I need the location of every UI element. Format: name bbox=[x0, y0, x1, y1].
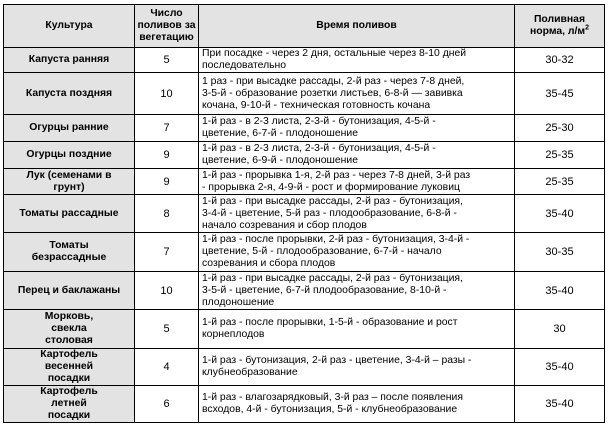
watering-norm: 25-35 bbox=[515, 169, 605, 195]
table-row bbox=[4, 169, 605, 195]
watering-norm: 35-40 bbox=[515, 349, 605, 386]
table-row bbox=[4, 272, 605, 310]
watering-count: 10 bbox=[135, 272, 199, 310]
watering-schedule: 1-й раз - после прорывки, 1-5-й - образование и рост корнеплодов bbox=[199, 310, 515, 349]
crop-name: Томаты безрассадные bbox=[4, 233, 135, 272]
watering-count: 10 bbox=[135, 73, 199, 115]
irrigation-table bbox=[3, 4, 605, 423]
watering-schedule: 1-й раз - бутонизация, 2-й раз - цветение, 3-4-й – разы - клубнеобразование bbox=[199, 349, 515, 386]
watering-count: 7 bbox=[135, 115, 199, 142]
header-watering-norm-text: Поливная норма, л/м bbox=[529, 14, 586, 37]
watering-norm: 30 bbox=[515, 310, 605, 349]
crop-name: Огурцы поздние bbox=[4, 142, 135, 169]
table-row bbox=[4, 349, 605, 386]
watering-schedule: 1-й раз - влагозарядковый, 3-й раз – после появления всходов, 4-й - бутонизация, 5-й - клубнеобразование bbox=[199, 386, 515, 423]
table-row bbox=[4, 48, 605, 73]
table-row bbox=[4, 386, 605, 423]
watering-schedule: 1-й раз - в 2-3 листа, 2-3-й - бутонизация, 4-5-й - цветение, 6-7-й - плодоношение bbox=[199, 115, 515, 142]
header-crop: Культура bbox=[4, 5, 135, 48]
table-row bbox=[4, 73, 605, 115]
crop-name: Картофель летней посадки bbox=[4, 386, 135, 423]
watering-norm: 35-40 bbox=[515, 195, 605, 233]
watering-norm: 30-35 bbox=[515, 233, 605, 272]
table-row bbox=[4, 195, 605, 233]
watering-count: 9 bbox=[135, 169, 199, 195]
watering-norm: 35-40 bbox=[515, 272, 605, 310]
watering-count: 7 bbox=[135, 233, 199, 272]
watering-schedule: 1-й раз - в 2-3 листа, 2-3-й - бутонизация, 4-5-й - цветение, 6-9-й - плодоношение bbox=[199, 142, 515, 169]
table-row bbox=[4, 310, 605, 349]
watering-count: 5 bbox=[135, 48, 199, 73]
header-watering-count: Число поливов за вегетацию bbox=[135, 5, 199, 48]
table-header-row bbox=[4, 5, 605, 48]
crop-name: Лук (семенами в грунт) bbox=[4, 169, 135, 195]
header-watering-norm-superscript: 2 bbox=[585, 24, 589, 32]
table-row bbox=[4, 142, 605, 169]
crop-name: Перец и баклажаны bbox=[4, 272, 135, 310]
watering-count: 9 bbox=[135, 142, 199, 169]
watering-schedule: При посадке - через 2 дня, остальные через 8-10 дней последовательно bbox=[199, 48, 515, 73]
watering-schedule: 1-й раз - при высадке рассады, 2-й раз - бутонизация, 3-5-й - цветение, 6-7-й плодообразование, 8-10-й - плодоношение bbox=[199, 272, 515, 310]
watering-schedule: 1-й раз - после прорывки, 2-й раз - бутонизация, 3-4-й - цветение, 5-й - плодообразование, 6-7-й - начало созревания и сбора плодов bbox=[199, 233, 515, 272]
watering-norm: 30-32 bbox=[515, 48, 605, 73]
watering-norm: 35-45 bbox=[515, 73, 605, 115]
watering-norm: 25-35 bbox=[515, 142, 605, 169]
watering-schedule: 1-й раз - прорывка 1-я, 2-й раз - через 7-8 дней, 3-й раз - прорывка 2-я, 4-9-й - рост и формирование луковиц bbox=[199, 169, 515, 195]
crop-name: Морковь, свекла столовая bbox=[4, 310, 135, 349]
watering-count: 5 bbox=[135, 310, 199, 349]
crop-name: Томаты рассадные bbox=[4, 195, 135, 233]
table-row bbox=[4, 233, 605, 272]
watering-count: 6 bbox=[135, 386, 199, 423]
watering-count: 8 bbox=[135, 195, 199, 233]
crop-name: Огурцы ранние bbox=[4, 115, 135, 142]
header-watering-norm bbox=[515, 5, 605, 48]
watering-norm: 25-30 bbox=[515, 115, 605, 142]
crop-name: Капуста поздняя bbox=[4, 73, 135, 115]
crop-name: Картофель весенней посадки bbox=[4, 349, 135, 386]
watering-norm: 35-40 bbox=[515, 386, 605, 423]
watering-count: 4 bbox=[135, 349, 199, 386]
watering-schedule: 1 раз - при высадке рассады, 2-й раз - через 7-8 дней, 3-5-й - образование розетки листьев, 6-8-й — завивка кочана, 9-10-й - техническая готовность кочана bbox=[199, 73, 515, 115]
header-watering-schedule: Время поливов bbox=[199, 5, 515, 48]
watering-schedule: 1-й раз - при высадке рассады, 2-й раз - бутонизация, 3-4-й - цветение, 5-й раз - плодообразование, 6-8-й - начало созревания и сбор плодов bbox=[199, 195, 515, 233]
crop-name: Капуста ранняя bbox=[4, 48, 135, 73]
table-row bbox=[4, 115, 605, 142]
